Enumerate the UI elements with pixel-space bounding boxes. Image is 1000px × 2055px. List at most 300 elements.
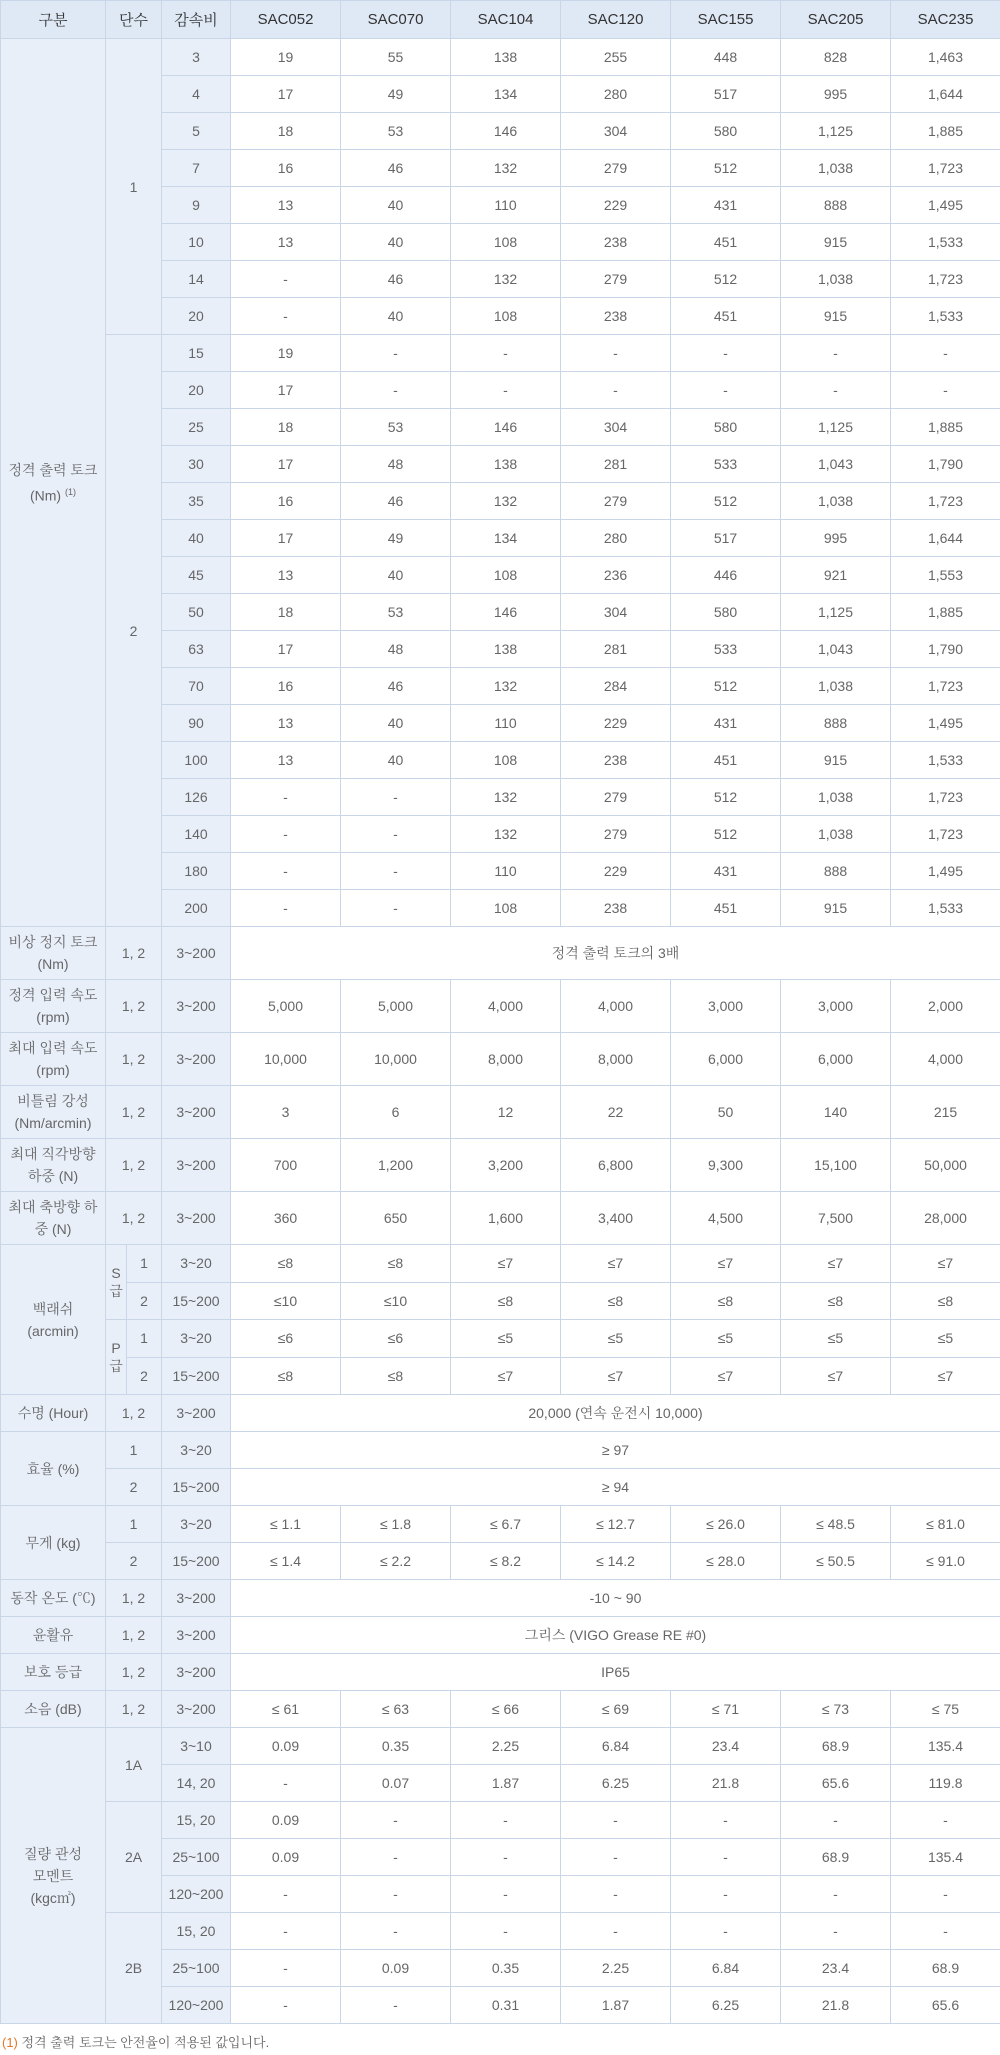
value-cell: 238 [561, 224, 671, 261]
value-cell: 6,800 [561, 1139, 671, 1192]
value-cell: 3,000 [781, 980, 891, 1033]
stage-cell: 1 [106, 1506, 162, 1543]
ratio-cell: 15, 20 [162, 1802, 231, 1839]
value-cell: ≤7 [561, 1357, 671, 1395]
value-cell: 21.8 [671, 1765, 781, 1802]
value-cell: 0.09 [341, 1950, 451, 1987]
value-cell: 146 [451, 409, 561, 446]
rated-torque-label [1, 39, 106, 927]
value-cell: - [451, 1913, 561, 1950]
stage-cell: 2 [106, 335, 162, 927]
value-cell: 279 [561, 779, 671, 816]
header-model: SAC205 [781, 1, 891, 39]
value-cell: 132 [451, 816, 561, 853]
value-cell: 40 [341, 224, 451, 261]
value-cell: 431 [671, 187, 781, 224]
value-cell: ≤5 [561, 1320, 671, 1358]
value-cell: 40 [341, 298, 451, 335]
value-cell: ≤8 [671, 1282, 781, 1320]
value-cell: 1,495 [891, 853, 1000, 890]
merged-value-cell: 20,000 (연속 운전시 10,000) [231, 1395, 1000, 1432]
value-cell: ≤ 12.7 [561, 1506, 671, 1543]
ratio-cell: 200 [162, 890, 231, 927]
value-cell: 13 [231, 557, 341, 594]
value-cell: - [671, 1802, 781, 1839]
stage-cell: 1, 2 [106, 1691, 162, 1728]
ratio-cell: 120~200 [162, 1876, 231, 1913]
value-cell: ≤8 [561, 1282, 671, 1320]
value-cell: ≤5 [891, 1320, 1000, 1358]
value-cell: 40 [341, 705, 451, 742]
value-cell: 9,300 [671, 1139, 781, 1192]
table-row [1, 1617, 1000, 1654]
value-cell: 512 [671, 261, 781, 298]
ratio-cell: 3~200 [162, 1580, 231, 1617]
value-cell: ≤7 [781, 1357, 891, 1395]
ratio-cell: 70 [162, 668, 231, 705]
value-cell: - [781, 335, 891, 372]
label-text: 최대 축방향 하 [8, 1199, 98, 1215]
value-cell: 6.25 [561, 1765, 671, 1802]
value-cell: 304 [561, 113, 671, 150]
value-cell: 1,600 [451, 1192, 561, 1245]
label-text: 정격 출력 토크 [8, 461, 98, 478]
value-cell: 229 [561, 187, 671, 224]
label-text: 최대 입력 속도 [8, 1040, 98, 1056]
unit-text: (Nm/arcmin) [14, 1115, 92, 1131]
value-cell: 451 [671, 298, 781, 335]
footnote-text: 정격 출력 토크는 안전율이 적용된 값입니다. [17, 2035, 270, 2050]
inertia-label [1, 1728, 106, 2024]
value-cell: 1,038 [781, 261, 891, 298]
unit-text: (rpm) [36, 1009, 70, 1025]
grade-stage-column [127, 1245, 161, 1319]
backlash-grade-group [106, 1320, 161, 1394]
value-cell: 888 [781, 705, 891, 742]
value-cell: 6,000 [671, 1033, 781, 1086]
value-cell: 22 [561, 1086, 671, 1139]
grade-stage-column [127, 1320, 161, 1394]
value-cell: 512 [671, 779, 781, 816]
value-cell: 0.09 [231, 1728, 341, 1765]
value-cell: 279 [561, 261, 671, 298]
value-cell: - [671, 1839, 781, 1876]
value-cell: 10,000 [341, 1033, 451, 1086]
value-cell: 281 [561, 631, 671, 668]
label-text: 비틀림 강성 [17, 1093, 89, 1109]
value-cell: - [231, 1876, 341, 1913]
value-cell: 65.6 [781, 1765, 891, 1802]
value-cell: 1,533 [891, 742, 1000, 779]
value-cell: 1,038 [781, 150, 891, 187]
header-model: SAC120 [561, 1, 671, 39]
stage-cell: 1A [106, 1728, 162, 1802]
ratio-cell: 3~200 [162, 1395, 231, 1432]
value-cell: - [451, 372, 561, 409]
value-cell: 580 [671, 409, 781, 446]
header-model: SAC235 [891, 1, 1000, 39]
value-cell: 517 [671, 520, 781, 557]
value-cell: 1.87 [561, 1987, 671, 2024]
table-row [1, 335, 1000, 372]
unit-text: (Nm) [30, 487, 62, 504]
table-row [1, 39, 1000, 76]
value-cell: - [341, 1913, 451, 1950]
stage-cell: 1 [127, 1320, 161, 1358]
value-cell: 446 [671, 557, 781, 594]
label-text: 최대 직각방향 [10, 1146, 96, 1162]
value-cell: 1,553 [891, 557, 1000, 594]
value-cell: 146 [451, 113, 561, 150]
value-cell: 3,400 [561, 1192, 671, 1245]
ratio-cell: 126 [162, 779, 231, 816]
value-cell: ≤ 69 [561, 1691, 671, 1728]
weight-label: 무게 (kg) [1, 1506, 106, 1580]
value-cell: ≤10 [231, 1282, 341, 1320]
ratio-cell: 3~200 [162, 927, 231, 980]
stage-cell: 2B [106, 1913, 162, 2024]
table-row [1, 1320, 1000, 1358]
value-cell: 1,723 [891, 261, 1000, 298]
value-cell: ≤7 [891, 1245, 1000, 1283]
value-cell: 13 [231, 187, 341, 224]
ratio-cell: 140 [162, 816, 231, 853]
value-cell: 279 [561, 150, 671, 187]
value-cell: 138 [451, 39, 561, 76]
value-cell: 4,500 [671, 1192, 781, 1245]
stage-cell: 1, 2 [106, 1033, 162, 1086]
spec-label [1, 1086, 106, 1139]
value-cell: 215 [891, 1086, 1000, 1139]
value-cell: 13 [231, 742, 341, 779]
value-cell: 110 [451, 705, 561, 742]
ratio-cell: 25~100 [162, 1950, 231, 1987]
ratio-cell: 3~200 [162, 1691, 231, 1728]
value-cell: ≤7 [671, 1357, 781, 1395]
value-cell: 23.4 [781, 1950, 891, 1987]
value-cell: 50,000 [891, 1139, 1000, 1192]
value-cell: 279 [561, 483, 671, 520]
value-cell: 0.09 [231, 1839, 341, 1876]
value-cell: - [781, 1876, 891, 1913]
value-cell: ≤ 1.1 [231, 1506, 341, 1543]
value-cell: - [451, 1876, 561, 1913]
value-cell: - [891, 1913, 1000, 1950]
ratio-cell: 15, 20 [162, 1913, 231, 1950]
header-category: 구분 [1, 1, 106, 39]
ratio-cell: 7 [162, 150, 231, 187]
value-cell: 48 [341, 631, 451, 668]
value-cell: 304 [561, 594, 671, 631]
stage-cell: 1, 2 [106, 1617, 162, 1654]
ratio-cell: 3~200 [162, 1654, 231, 1691]
table-row [1, 1691, 1000, 1728]
grade-label: S급 [106, 1245, 127, 1319]
backlash-label [1, 1245, 106, 1395]
value-cell: 50 [671, 1086, 781, 1139]
ratio-cell: 30 [162, 446, 231, 483]
value-cell: 68.9 [781, 1839, 891, 1876]
ratio-cell: 20 [162, 372, 231, 409]
value-cell: 0.35 [451, 1950, 561, 1987]
value-cell: 915 [781, 224, 891, 261]
ratio-cell: 35 [162, 483, 231, 520]
value-cell: 915 [781, 742, 891, 779]
ratio-cell: 14, 20 [162, 1765, 231, 1802]
value-cell: ≤5 [451, 1320, 561, 1358]
ratio-cell: 3~20 [162, 1432, 231, 1469]
value-cell: 108 [451, 224, 561, 261]
value-cell: ≤7 [561, 1245, 671, 1283]
value-cell: ≤ 28.0 [671, 1543, 781, 1580]
value-cell: ≤7 [451, 1245, 561, 1283]
label-text: (kgc㎡) [30, 1889, 76, 1906]
value-cell: ≤ 1.4 [231, 1543, 341, 1580]
value-cell: 512 [671, 150, 781, 187]
value-cell: 140 [781, 1086, 891, 1139]
value-cell: 1,644 [891, 76, 1000, 113]
value-cell: 512 [671, 483, 781, 520]
stage-cell: 1 [127, 1245, 161, 1283]
value-cell: 3 [231, 1086, 341, 1139]
ratio-cell: 15~200 [162, 1469, 231, 1506]
stage-cell: 1, 2 [106, 1654, 162, 1691]
value-cell: 68.9 [781, 1728, 891, 1765]
value-cell: 451 [671, 224, 781, 261]
value-cell: 13 [231, 705, 341, 742]
value-cell: 1,723 [891, 668, 1000, 705]
value-cell: 132 [451, 668, 561, 705]
value-cell: ≤ 48.5 [781, 1506, 891, 1543]
value-cell: 15,100 [781, 1139, 891, 1192]
value-cell: - [231, 816, 341, 853]
value-cell: 17 [231, 631, 341, 668]
merged-value-cell: 그리스 (VIGO Grease RE #0) [231, 1617, 1000, 1654]
ratio-cell: 100 [162, 742, 231, 779]
value-cell: 1,723 [891, 483, 1000, 520]
value-cell: 12 [451, 1086, 561, 1139]
header-ratio: 감속비 [162, 1, 231, 39]
value-cell: 108 [451, 890, 561, 927]
value-cell: 1,038 [781, 668, 891, 705]
ratio-cell: 15~200 [162, 1357, 231, 1395]
ratio-cell: 15~200 [162, 1543, 231, 1580]
value-cell: 6.84 [671, 1950, 781, 1987]
grade-cell [106, 1320, 162, 1395]
unit-text: (rpm) [36, 1062, 70, 1078]
value-cell: ≤ 50.5 [781, 1543, 891, 1580]
value-cell: - [341, 816, 451, 853]
value-cell: - [891, 1876, 1000, 1913]
table-header [1, 1, 1000, 39]
value-cell: 17 [231, 372, 341, 409]
value-cell: ≤ 14.2 [561, 1543, 671, 1580]
ratio-cell: 9 [162, 187, 231, 224]
value-cell: 1,885 [891, 594, 1000, 631]
table-row [1, 1802, 1000, 1839]
ratio-cell: 15 [162, 335, 231, 372]
header-model: SAC052 [231, 1, 341, 39]
value-cell: 1,200 [341, 1139, 451, 1192]
value-cell: 1,043 [781, 446, 891, 483]
table-row [1, 1654, 1000, 1691]
value-cell: - [891, 335, 1000, 372]
header-stage: 단수 [106, 1, 162, 39]
value-cell: ≤7 [671, 1245, 781, 1283]
value-cell: 6.84 [561, 1728, 671, 1765]
stage-cell: 1, 2 [106, 1192, 162, 1245]
ratio-cell: 20 [162, 298, 231, 335]
table-row [1, 1139, 1000, 1192]
value-cell: 533 [671, 631, 781, 668]
ratio-cell: 90 [162, 705, 231, 742]
value-cell: 3,200 [451, 1139, 561, 1192]
footnote-mark: (1) [65, 486, 76, 497]
value-cell: 915 [781, 890, 891, 927]
value-cell: ≤8 [891, 1282, 1000, 1320]
value-cell: - [891, 1802, 1000, 1839]
value-cell: - [231, 1987, 341, 2024]
value-cell: - [781, 1913, 891, 1950]
noise-label: 소음 (dB) [1, 1691, 106, 1728]
grade-cell [106, 1245, 162, 1320]
value-cell: 4,000 [451, 980, 561, 1033]
value-cell: 1,790 [891, 446, 1000, 483]
value-cell: 580 [671, 594, 781, 631]
value-cell: ≤ 75 [891, 1691, 1000, 1728]
label-text: 정격 입력 속도 [8, 987, 98, 1003]
value-cell: 16 [231, 150, 341, 187]
value-cell: 2.25 [451, 1728, 561, 1765]
value-cell: - [451, 1802, 561, 1839]
value-cell: 10,000 [231, 1033, 341, 1086]
header-model: SAC155 [671, 1, 781, 39]
table-row [1, 1580, 1000, 1617]
value-cell: 1,533 [891, 298, 1000, 335]
value-cell: 53 [341, 594, 451, 631]
value-cell: 108 [451, 557, 561, 594]
efficiency-label: 효율 (%) [1, 1432, 106, 1506]
value-cell: 46 [341, 261, 451, 298]
spec-label [1, 1192, 106, 1245]
value-cell: 1,885 [891, 113, 1000, 150]
value-cell: 13 [231, 224, 341, 261]
ratio-cell: 3~200 [162, 1192, 231, 1245]
value-cell: ≤8 [451, 1282, 561, 1320]
value-cell: ≤ 66 [451, 1691, 561, 1728]
value-cell: 53 [341, 113, 451, 150]
value-cell: - [781, 372, 891, 409]
value-cell: - [341, 779, 451, 816]
backlash-grade-group [106, 1245, 161, 1319]
unit-text: 하중 (N) [27, 1168, 79, 1184]
value-cell: 138 [451, 631, 561, 668]
value-cell: 431 [671, 853, 781, 890]
value-cell: ≤5 [781, 1320, 891, 1358]
stage-cell: 2 [140, 1292, 148, 1309]
value-cell: 304 [561, 409, 671, 446]
value-cell: ≤ 1.8 [341, 1506, 451, 1543]
value-cell: ≤8 [341, 1245, 451, 1283]
value-cell: 49 [341, 520, 451, 557]
value-cell: 110 [451, 187, 561, 224]
value-cell: 18 [231, 113, 341, 150]
value-cell: 1,038 [781, 816, 891, 853]
value-cell: - [231, 853, 341, 890]
value-cell: 3,000 [671, 980, 781, 1033]
value-cell: - [341, 890, 451, 927]
value-cell: 512 [671, 816, 781, 853]
ratio-cell: 3~10 [162, 1728, 231, 1765]
value-cell: ≤ 8.2 [451, 1543, 561, 1580]
value-cell: 18 [231, 594, 341, 631]
value-cell: - [451, 335, 561, 372]
value-cell: 8,000 [561, 1033, 671, 1086]
value-cell: 1,533 [891, 890, 1000, 927]
value-cell: 6 [341, 1086, 451, 1139]
value-cell: ≤8 [341, 1357, 451, 1395]
value-cell: 229 [561, 853, 671, 890]
value-cell: 7,500 [781, 1192, 891, 1245]
value-cell: 1,495 [891, 187, 1000, 224]
table-row [1, 1913, 1000, 1950]
value-cell: 119.8 [891, 1765, 1000, 1802]
value-cell: 108 [451, 298, 561, 335]
header-row [1, 1, 1000, 39]
value-cell: 65.6 [891, 1987, 1000, 2024]
value-cell: 132 [451, 261, 561, 298]
value-cell: 1,463 [891, 39, 1000, 76]
ratio-cell: 3~200 [162, 1139, 231, 1192]
value-cell: 236 [561, 557, 671, 594]
value-cell: ≤10 [341, 1282, 451, 1320]
ratio-cell: 63 [162, 631, 231, 668]
ratio-cell: 3~200 [162, 1086, 231, 1139]
value-cell: - [231, 1765, 341, 1802]
value-cell: 279 [561, 816, 671, 853]
stage-cell: 2 [106, 1543, 162, 1580]
ratio-cell: 25 [162, 409, 231, 446]
value-cell: 2,000 [891, 980, 1000, 1033]
stage-cell: 2A [106, 1802, 162, 1913]
value-cell: - [781, 1802, 891, 1839]
value-cell: 284 [561, 668, 671, 705]
value-cell: 68.9 [891, 1950, 1000, 1987]
spec-label [1, 1139, 106, 1192]
value-cell: 888 [781, 853, 891, 890]
value-cell: ≤7 [451, 1357, 561, 1395]
value-cell: 134 [451, 76, 561, 113]
stage-cell: 2 [106, 1469, 162, 1506]
value-cell: ≤ 63 [341, 1691, 451, 1728]
stage-cell: 2 [140, 1367, 148, 1384]
value-cell: 281 [561, 446, 671, 483]
merged-value-cell: IP65 [231, 1654, 1000, 1691]
value-cell: - [891, 372, 1000, 409]
value-cell: 1,043 [781, 631, 891, 668]
value-cell: ≤8 [231, 1357, 341, 1395]
life-label: 수명 (Hour) [1, 1395, 106, 1432]
value-cell: - [231, 261, 341, 298]
value-cell: 1,723 [891, 816, 1000, 853]
table-row [1, 927, 1000, 980]
value-cell: 48 [341, 446, 451, 483]
value-cell: ≤8 [781, 1282, 891, 1320]
value-cell: 17 [231, 446, 341, 483]
ratio-cell: 15~200 [162, 1282, 231, 1320]
value-cell: 0.35 [341, 1728, 451, 1765]
value-cell: 49 [341, 76, 451, 113]
